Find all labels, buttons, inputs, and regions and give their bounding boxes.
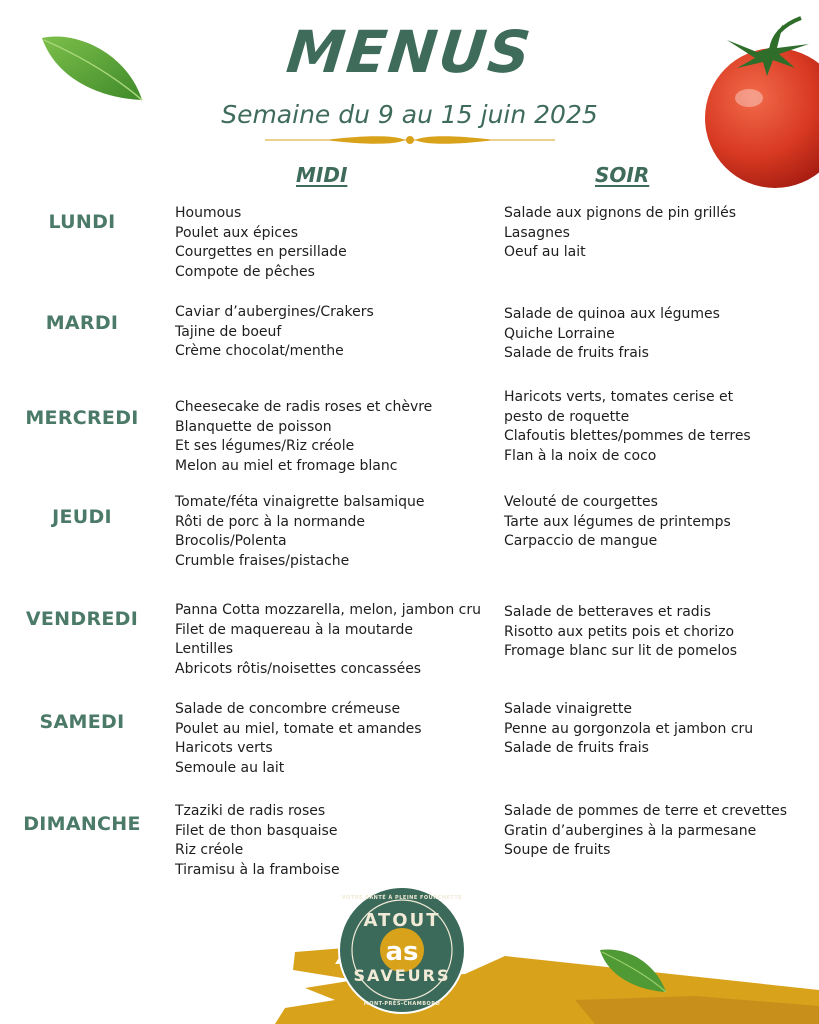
- dish-item: Melon au miel et fromage blanc: [175, 458, 398, 475]
- dish-item: Soupe de fruits: [504, 842, 611, 859]
- logo-slogan: VOTRE SANTÉ À PLEINE FOURCHETTE: [341, 895, 463, 901]
- dish-item: Tzaziki de radis roses: [175, 803, 326, 819]
- dish-item: Compote de pêches: [175, 264, 315, 281]
- soir-dish-list: [504, 802, 787, 861]
- column-header-soir: SOIR: [595, 163, 650, 187]
- dish-item: Lentilles: [175, 641, 234, 658]
- midi-dish-list: [175, 493, 424, 572]
- dish-item: Houmous: [175, 205, 242, 221]
- dish-item: Crumble fraises/pistache: [175, 553, 350, 570]
- dish-item: Rôti de porc à la normande: [175, 513, 365, 530]
- dish-item: Salade vinaigrette: [504, 701, 632, 717]
- dish-item: Tarte aux légumes de printemps: [504, 513, 731, 530]
- dish-item: Velouté de courgettes: [504, 494, 658, 510]
- dish-item: Haricots verts: [175, 740, 273, 757]
- dish-item: Lasagnes: [504, 224, 570, 241]
- soir-dish-list: [504, 204, 736, 263]
- day-label: DIMANCHE: [23, 813, 141, 835]
- soir-dish-list: [504, 388, 751, 467]
- dish-item: Salade aux pignons de pin grillés: [504, 205, 737, 221]
- dish-item: Salade de concombre crémeuse: [175, 701, 401, 717]
- logo-name-line1: ATOUT: [363, 910, 441, 931]
- dish-item: Riz créole: [175, 842, 244, 859]
- logo-name-line2: SAVEURS: [353, 966, 451, 985]
- atout-saveurs-logo: [338, 886, 466, 1014]
- dish-item: Clafoutis blettes/pommes de terres: [504, 428, 751, 445]
- dish-item: Gratin d’aubergines à la parmesane: [504, 822, 757, 839]
- dish-item: Salade de fruits frais: [504, 740, 649, 757]
- dish-item: Fromage blanc sur lit de pomelos: [504, 643, 738, 660]
- dish-item: Panna Cotta mozzarella, melon, jambon cru: [175, 602, 482, 618]
- logo-monogram: as: [385, 937, 419, 967]
- dish-item: Penne au gorgonzola et jambon cru: [504, 720, 754, 737]
- dish-item: Blanquette de poisson: [175, 418, 332, 435]
- day-label: LUNDI: [48, 211, 116, 233]
- day-label: JEUDI: [52, 506, 112, 528]
- dish-item: Filet de maquereau à la moutarde: [175, 621, 413, 638]
- dish-item: pesto de roquette: [504, 408, 630, 425]
- dish-item: Oeuf au lait: [504, 244, 586, 261]
- midi-dish-list: [175, 204, 347, 283]
- dish-item: Haricots verts, tomates cerise et: [504, 389, 734, 405]
- page-title: MENUS: [283, 18, 536, 86]
- basil-leaf-bottom-icon: [598, 946, 668, 996]
- dish-item: Quiche Lorraine: [504, 325, 615, 342]
- dish-item: Et ses légumes/Riz créole: [175, 438, 355, 455]
- soir-dish-list: [504, 700, 753, 759]
- day-label: MERCREDI: [25, 407, 139, 429]
- dish-item: Flan à la noix de coco: [504, 448, 657, 465]
- dish-item: Semoule au lait: [175, 760, 285, 777]
- dish-item: Cheesecake de radis roses et chèvre: [175, 399, 433, 415]
- soir-dish-list: [504, 305, 720, 364]
- column-header-midi: MIDI: [296, 163, 348, 187]
- midi-dish-list: [175, 398, 432, 477]
- soir-dish-list: [504, 493, 731, 552]
- dish-item: Salade de pommes de terre et crevettes: [504, 803, 788, 819]
- dish-item: Risotto aux petits pois et chorizo: [504, 623, 735, 640]
- week-subtitle: Semaine du 9 au 15 juin 2025: [221, 100, 598, 129]
- dish-item: Filet de thon basquaise: [175, 822, 338, 839]
- dish-item: Poulet aux épices: [175, 224, 299, 241]
- dish-item: Salade de fruits frais: [504, 345, 649, 362]
- midi-dish-list: [175, 802, 340, 881]
- dish-item: Tomate/féta vinaigrette balsamique: [175, 494, 425, 510]
- ornament-divider: [265, 133, 555, 147]
- midi-dish-list: [175, 601, 481, 680]
- logo-location: MONT-PRÈS-CHAMBORD: [363, 1001, 441, 1007]
- dish-item: Poulet au miel, tomate et amandes: [175, 720, 422, 737]
- dish-item: Tajine de boeuf: [175, 323, 282, 340]
- midi-dish-list: [175, 700, 422, 779]
- dish-item: Carpaccio de mangue: [504, 533, 658, 550]
- dish-item: Tiramisu à la framboise: [175, 862, 340, 879]
- dish-item: Brocolis/Polenta: [175, 533, 287, 550]
- dish-item: Salade de betteraves et radis: [504, 604, 711, 620]
- day-label: SAMEDI: [39, 711, 125, 733]
- day-label: VENDREDI: [25, 608, 139, 630]
- soir-dish-list: [504, 603, 737, 662]
- dish-item: Caviar d’aubergines/Crakers: [175, 304, 374, 320]
- dish-item: Courgettes en persillade: [175, 244, 347, 261]
- dish-item: Crème chocolat/menthe: [175, 343, 344, 360]
- midi-dish-list: [175, 303, 374, 362]
- dish-item: Salade de quinoa aux légumes: [504, 306, 720, 322]
- day-label: MARDI: [45, 312, 119, 334]
- dish-item: Abricots rôtis/noisettes concassées: [175, 661, 422, 678]
